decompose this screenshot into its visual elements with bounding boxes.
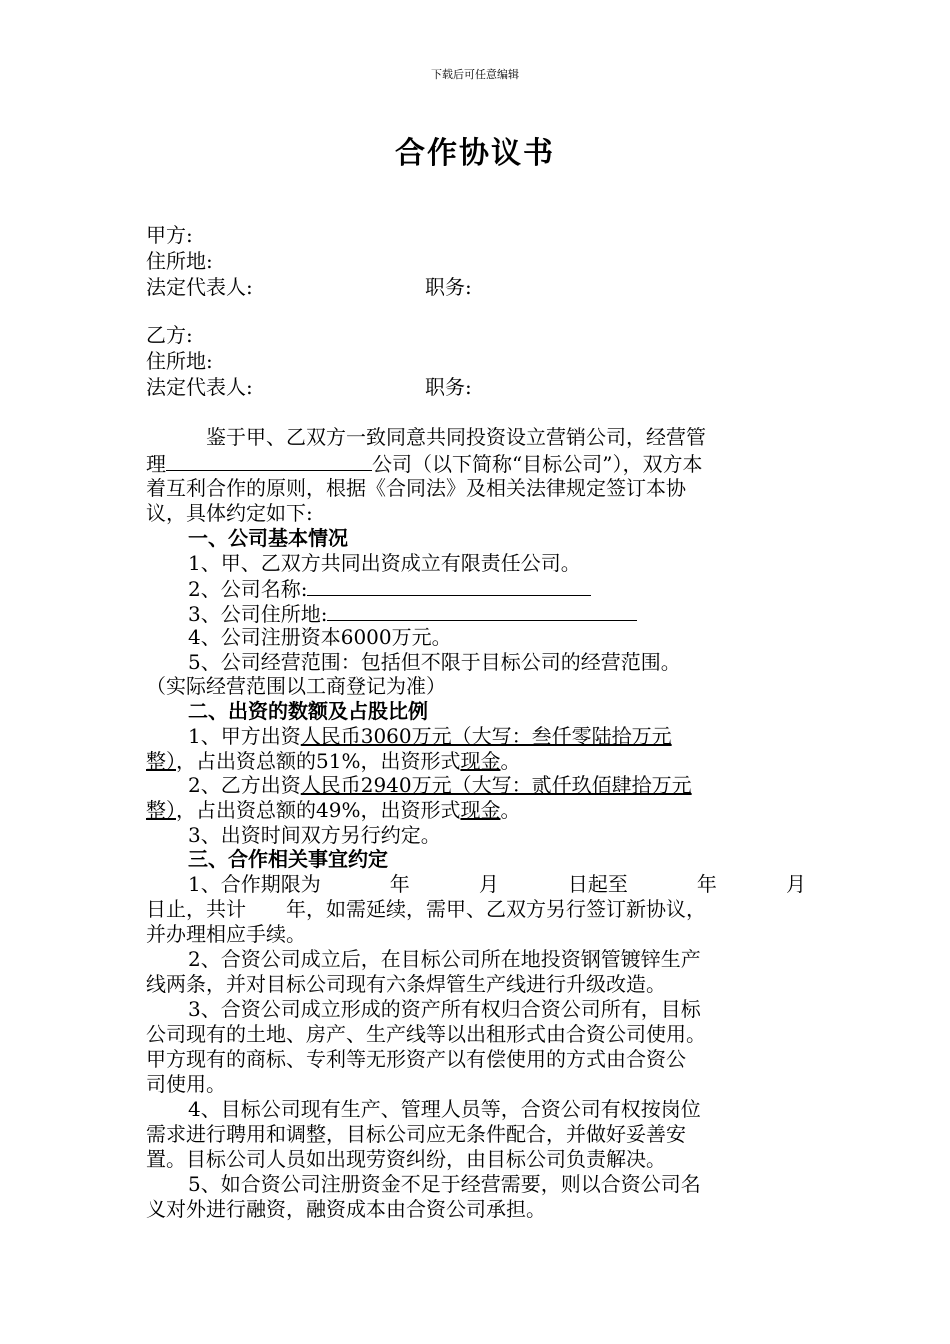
s3-item-1-line-3: 并办理相应手续。: [146, 922, 306, 946]
intro-line-4: 议，具体约定如下:: [146, 501, 313, 525]
section-1-heading: 一、公司基本情况: [188, 526, 348, 550]
s2-item-1-line-1: 1、甲方出资人民币3060万元（大写：叁仟零陆拾万元: [188, 724, 672, 748]
party-a-address: 住所地:: [146, 249, 213, 273]
section-2-heading: 二、出资的数额及占股比例: [188, 699, 428, 723]
s3-item-3-line-2: 公司现有的土地、房产、生产线等以出租形式由合资公司使用。: [146, 1022, 706, 1046]
s3-item-1-line-1: 1、合作期限为 年 月 日起至 年 月: [188, 872, 806, 896]
s3-item-4-line-2: 需求进行聘用和调整，目标公司应无条件配合，并做好妥善安: [146, 1122, 686, 1146]
s3-item-3-line-3: 甲方现有的商标、专利等无形资产以有偿使用的方式由合资公: [146, 1047, 686, 1071]
s3-item-3-line-4: 司使用。: [146, 1072, 226, 1096]
section-3-heading: 三、合作相关事宜约定: [188, 847, 388, 871]
s1-item-5-note: （实际经营范围以工商登记为准）: [146, 674, 446, 698]
s3-item-4-line-3: 置。目标公司人员如出现劳资纠纷，由目标公司负责解决。: [146, 1147, 666, 1171]
company-name-blank: [166, 450, 372, 471]
header-note: 下载后可任意编辑: [431, 68, 519, 81]
s3-item-2-line-2: 线两条，并对目标公司现有六条焊管生产线进行升级改造。: [146, 972, 666, 996]
s3-item-2-line-1: 2、合资公司成立后，在目标公司所在地投资钢管镀锌生产: [188, 947, 701, 971]
party-b-position: 职务:: [425, 375, 472, 399]
s3-item-5-line-2: 义对外进行融资，融资成本由合资公司承担。: [146, 1197, 546, 1221]
intro-line-2: 理 公司（以下简称“目标公司”），双方本: [146, 452, 703, 476]
document-title: 合作协议书: [395, 136, 555, 171]
party-b-rep: 法定代表人:: [146, 375, 253, 399]
s1-item-3: 3、公司住所地:: [188, 600, 637, 627]
party-b-label: 乙方:: [146, 323, 193, 347]
s2-item-1-line-2: 整），占出资总额的51%，出资形式现金。: [146, 749, 521, 773]
s1-item-4: 4、公司注册资本6000万元。: [188, 625, 452, 649]
company-address-blank: [327, 600, 637, 621]
party-a-position: 职务:: [425, 275, 472, 299]
s3-item-5-line-1: 5、如合资公司注册资金不足于经营需要，则以合资公司名: [188, 1172, 701, 1196]
party-a-label: 甲方:: [146, 223, 193, 247]
party-a-rep: 法定代表人:: [146, 275, 253, 299]
s3-item-4-line-1: 4、目标公司现有生产、管理人员等，合资公司有权按岗位: [188, 1097, 701, 1121]
s3-item-3-line-1: 3、合资公司成立形成的资产所有权归合资公司所有，目标: [188, 997, 701, 1021]
s2-item-2-line-2: 整），占出资总额的49%，出资形式现金。: [146, 798, 521, 822]
party-b-address: 住所地:: [146, 349, 213, 373]
intro-line-1: 鉴于甲、乙双方一致同意共同投资设立营销公司，经营管: [206, 425, 706, 449]
s2-item-2-line-1: 2、乙方出资人民币2940万元（大写：贰仟玖佰肆拾万元: [188, 773, 692, 797]
s1-item-1: 1、甲、乙双方共同出资成立有限责任公司。: [188, 551, 581, 575]
s2-item-3: 3、出资时间双方另行约定。: [188, 823, 441, 847]
s3-item-1-line-2: 日止，共计 年，如需延续，需甲、乙双方另行签订新协议，: [146, 897, 706, 921]
intro-line-3: 着互利合作的原则，根据《合同法》及相关法律规定签订本协: [146, 476, 686, 500]
company-name-field-blank: [307, 575, 591, 596]
s1-item-2: 2、公司名称:: [188, 575, 591, 602]
s1-item-5: 5、公司经营范围：包括但不限于目标公司的经营范围。: [188, 650, 681, 674]
